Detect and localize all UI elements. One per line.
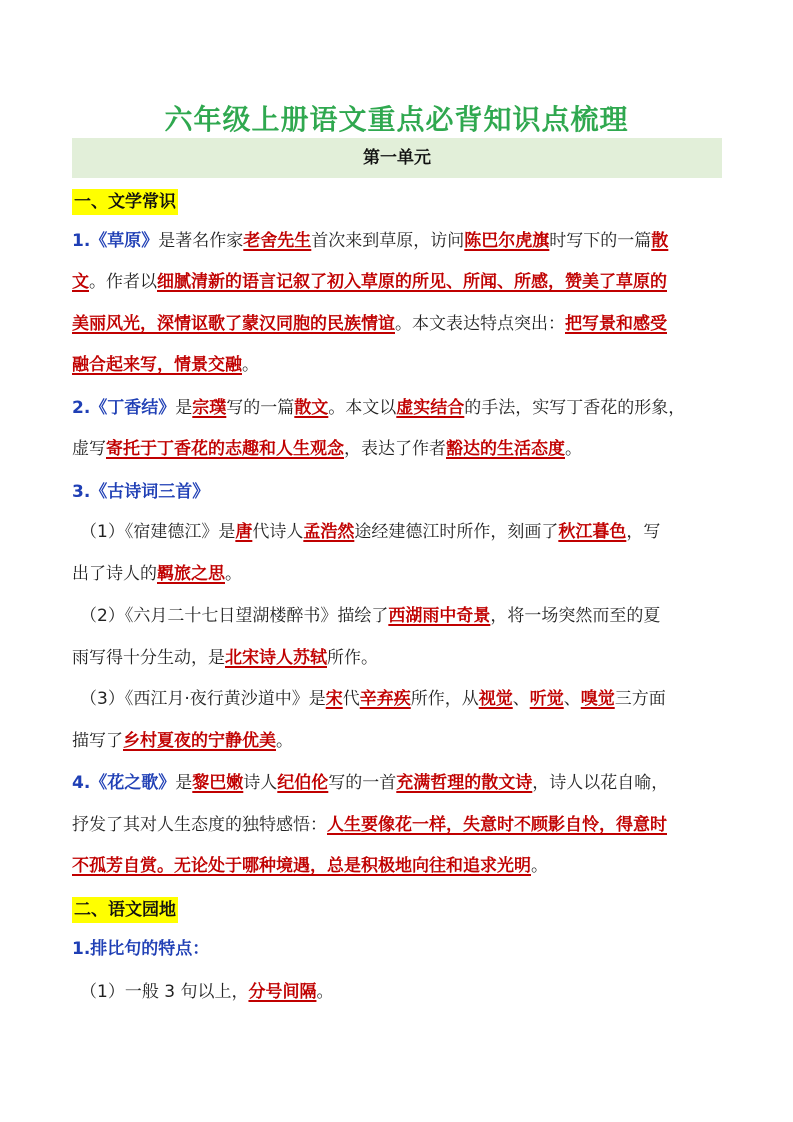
key-point-text: 羁旅之思 xyxy=(157,564,225,584)
text-line xyxy=(72,311,732,337)
key-point-text: 散 xyxy=(651,231,669,251)
key-point-text: 充满哲理的散文诗 xyxy=(396,773,533,793)
body-text: 。 xyxy=(225,564,242,584)
body-text: 代诗人 xyxy=(252,522,304,542)
item-heading: 1.排比句的特点： xyxy=(72,939,210,959)
body-text: 。 xyxy=(316,982,334,1002)
key-point-text: 陈巴尔虎旗 xyxy=(464,231,550,251)
item-heading: 4.《花之歌》 xyxy=(72,773,176,793)
body-text: 是 xyxy=(175,773,193,793)
body-text: 。 xyxy=(242,355,259,375)
text-line xyxy=(72,352,732,378)
text-line xyxy=(72,436,732,462)
key-point-text: 秋江暮色 xyxy=(558,522,627,542)
key-point-text: 宗璞 xyxy=(192,398,227,418)
text-line xyxy=(80,519,740,545)
body-text: 雨写得十分生动，是 xyxy=(72,648,225,668)
key-point-text: 嗅觉 xyxy=(580,689,615,709)
key-point-text: 把写景和感受 xyxy=(565,314,667,334)
body-text: ，写 xyxy=(626,522,661,542)
key-point-text: 辛弃疾 xyxy=(359,689,411,709)
body-text: 是 xyxy=(175,398,193,418)
body-text: 代 xyxy=(342,689,360,709)
key-point-text: 豁达的生活态度 xyxy=(446,439,565,459)
key-point-text: 西湖雨中奇景 xyxy=(388,606,491,626)
body-text: 途经建德江时所作，刻画了 xyxy=(354,522,559,542)
body-text: 诗人 xyxy=(243,773,278,793)
body-text: （2）《六月二十七日望湖楼醉书》描绘了 xyxy=(80,606,389,626)
key-point-text: 人生要像花一样，失意时不顾影自怜，得意时 xyxy=(327,815,667,835)
key-point-text: 虚实结合 xyxy=(396,398,465,418)
body-text: 。 xyxy=(276,731,293,751)
body-text: ，将一场突然而至的夏 xyxy=(490,606,661,626)
text-line xyxy=(72,269,732,295)
body-text: 写的一首 xyxy=(328,773,397,793)
key-point-text: 散文 xyxy=(294,398,329,418)
text-line xyxy=(72,645,732,671)
body-text: 三方面 xyxy=(614,689,666,709)
key-point-text: 融合起来写，情景交融 xyxy=(72,355,242,375)
body-text: 描写了 xyxy=(72,731,123,751)
text-line xyxy=(80,686,740,712)
key-point-text: 宋 xyxy=(325,689,343,709)
key-point-text: 北宋诗人苏轼 xyxy=(225,648,327,668)
item-heading: 3.《古诗词三首》 xyxy=(72,482,210,502)
body-text: 抒发了其对人生态度的独特感悟： xyxy=(72,815,327,835)
item-heading: 2.《丁香结》 xyxy=(72,398,176,418)
body-text: （1）《宿建德江》是 xyxy=(80,522,236,542)
key-point-text: 不孤芳自赏。无论处于哪种境遇，总是积极地向往和追求光明 xyxy=(72,856,531,876)
body-text: 。作者以 xyxy=(89,272,157,292)
key-point-text: 孟浩然 xyxy=(303,522,355,542)
body-text: 。 xyxy=(531,856,548,876)
body-text: 是著名作家 xyxy=(158,231,244,251)
text-line xyxy=(72,228,732,254)
body-text: 时写下的一篇 xyxy=(549,231,652,251)
key-point-text: 纪伯伦 xyxy=(277,773,329,793)
text-line xyxy=(72,770,732,796)
text-line xyxy=(72,561,732,587)
section-heading-literature: 一、文学常识 xyxy=(72,189,178,215)
body-text: 的手法，实写丁香花的形象， xyxy=(464,398,686,418)
text-line xyxy=(72,936,732,962)
body-text: 首次来到草原，访问 xyxy=(311,231,465,251)
key-point-text: 唐 xyxy=(235,522,253,542)
body-text: 。 xyxy=(565,439,582,459)
body-text: 出了诗人的 xyxy=(72,564,157,584)
text-line xyxy=(72,853,732,879)
body-text: （1）一般 3 句以上， xyxy=(80,982,249,1002)
body-text: （3）《西江月·夜行黄沙道中》是 xyxy=(80,689,326,709)
key-point-text: 寄托于丁香花的志趣和人生观念 xyxy=(106,439,344,459)
body-text: 、 xyxy=(512,689,530,709)
key-point-text: 听觉 xyxy=(529,689,564,709)
body-text: 、 xyxy=(563,689,581,709)
text-line xyxy=(72,812,732,838)
key-point-text: 黎巴嫩 xyxy=(192,773,244,793)
body-text: ，表达了作者 xyxy=(344,439,446,459)
key-point-text: 细腻清新的语言记叙了初入草原的所见、所闻、所感，赞美了草原的 xyxy=(157,272,667,292)
text-line xyxy=(72,479,732,505)
body-text: 虚写 xyxy=(72,439,106,459)
text-line xyxy=(72,728,732,754)
key-point-text: 老舍先生 xyxy=(243,231,312,251)
body-text: 所作。 xyxy=(327,648,378,668)
key-point-text: 分号间隔 xyxy=(248,982,317,1002)
key-point-text: 乡村夏夜的宁静优美 xyxy=(123,731,276,751)
body-text: ，诗人以花自喻， xyxy=(532,773,669,793)
body-text: 。本文以 xyxy=(328,398,397,418)
unit-heading: 第一单元 xyxy=(72,138,722,178)
body-text: 。本文表达特点突出： xyxy=(395,314,565,334)
section-heading-chinese-garden: 二、语文园地 xyxy=(72,897,178,923)
page-title: 六年级上册语文重点必背知识点梳理 xyxy=(164,103,629,136)
key-point-text: 文 xyxy=(72,272,89,292)
body-text: 所作，从 xyxy=(410,689,479,709)
key-point-text: 视觉 xyxy=(478,689,513,709)
item-heading: 1.《草原》 xyxy=(72,231,159,251)
text-line xyxy=(72,395,732,421)
text-line xyxy=(80,603,740,629)
text-line xyxy=(80,979,740,1005)
body-text: 写的一篇 xyxy=(226,398,295,418)
key-point-text: 美丽风光，深情讴歌了蒙汉同胞的民族情谊 xyxy=(72,314,395,334)
